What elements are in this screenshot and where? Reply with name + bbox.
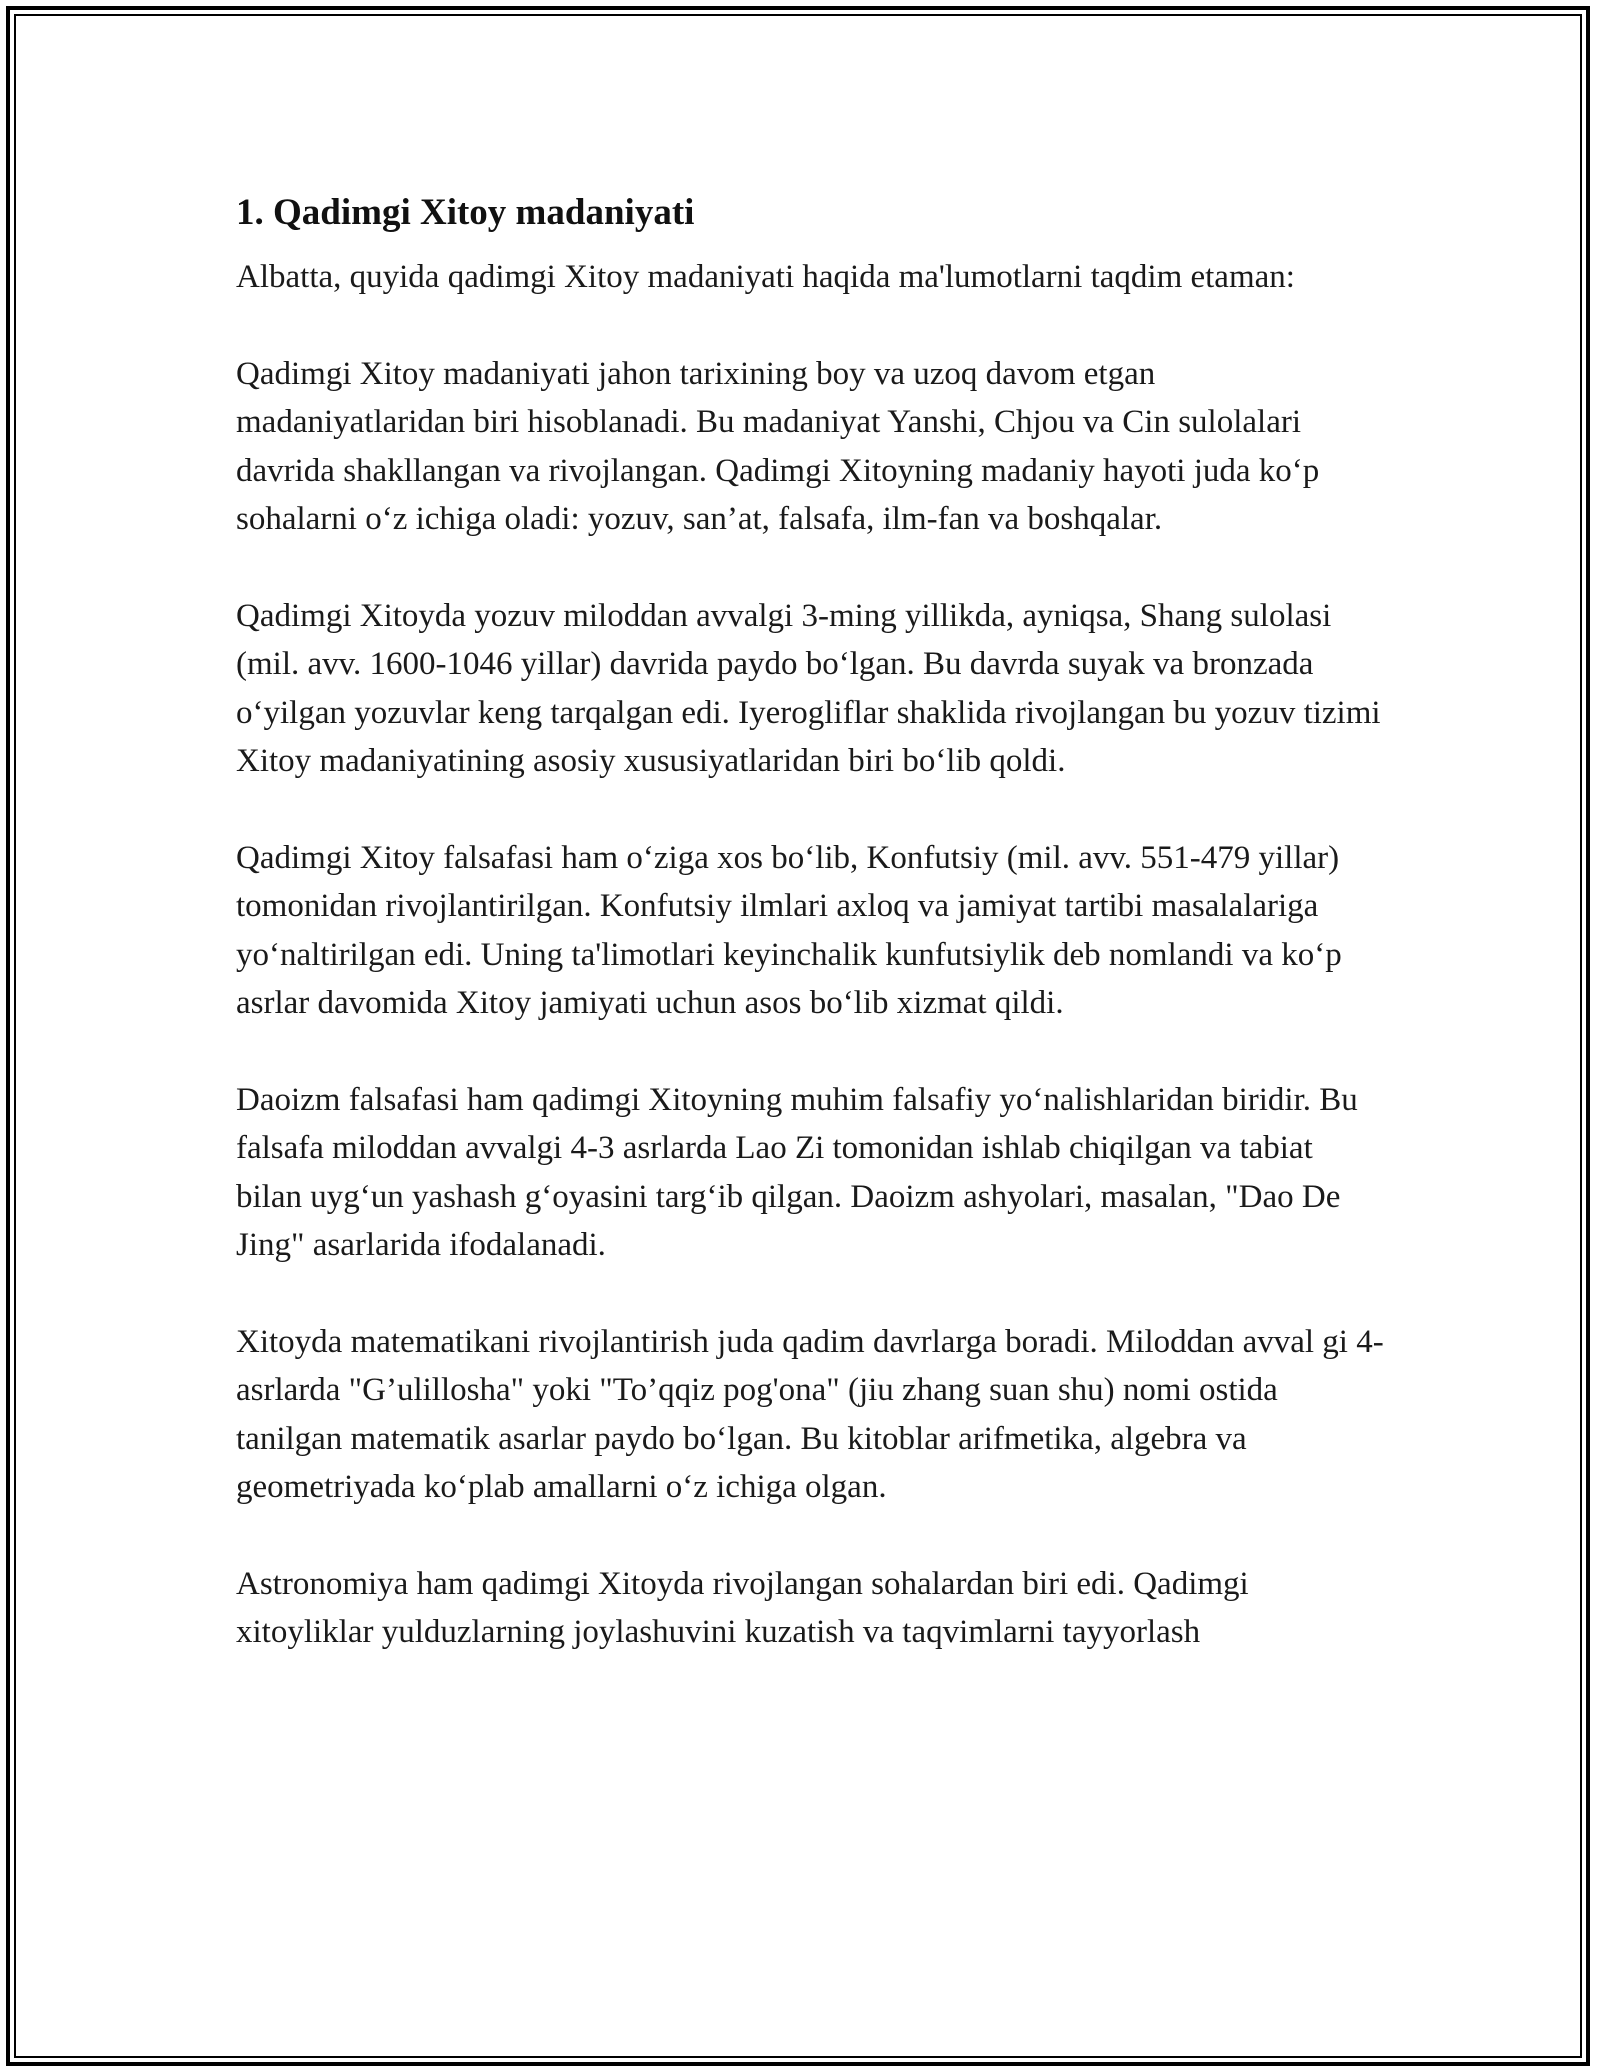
paragraph-astronomy: Astronomiya ham qadimgi Xitoyda rivojlangan sohalardan biri edi. Qadimgi xitoyliklar yulduzlarning joylashuvini kuzatish va taqvimlarni tayyorlash	[236, 1565, 1249, 1651]
paragraph-overview: Qadimgi Xitoy madaniyati jahon tarixining boy va uzoq davom etgan madaniyatlaridan biri hisoblanadi. Bu madaniyat Yanshi, Chjou va Cin sulolalari davrida shakllangan va rivojlangan. Qadimgi Xitoyning madaniy hayoti juda ko‘p sohalarni o‘z ichiga oladi: yozuv, san’at, falsafa, ilm-fan va boshqalar.	[236, 355, 1320, 538]
paragraph-intro: Albatta, quyida qadimgi Xitoy madaniyati haqida ma'lumotlarni taqdim etaman:	[236, 259, 1295, 295]
paragraph-mathematics: Xitoyda matematikani rivojlantirish juda qadim davrlarga boradi. Miloddan avval gi 4-asrlarda "G’ulillosha" yoki "To’qqiz pog'ona" (jiu zhang suan shu) nomi ostida tanilgan matematik asarlar paydo bo‘lgan. Bu kitoblar arifmetika, algebra va geometriyada ko‘plab amallarni o‘z ichiga olgan.	[236, 1323, 1384, 1506]
document-body	[236, 185, 1386, 1705]
paragraph-daoism: Daoizm falsafasi ham qadimgi Xitoyning muhim falsafiy yo‘nalishlaridan biridir. Bu falsafa miloddan avvalgi 4-3 asrlarda Lao Zi tomonidan ishlab chiqilgan va tabiat bilan uyg‘un yashash g‘oyasini targ‘ib qilgan. Daoizm ashyolari, masalan, "Dao De Jing" asarlarida ifodalanadi.	[236, 1081, 1358, 1264]
document-title: 1. Qadimgi Xitoy madaniyati	[236, 192, 695, 233]
paragraph-confucianism: Qadimgi Xitoy falsafasi ham o‘ziga xos bo‘lib, Konfutsiy (mil. avv. 551-479 yillar) tomonidan rivojlantirilgan. Konfutsiy ilmlari axloq va jamiyat tartibi masalalariga yo‘naltirilgan edi. Uning ta'limotlari keyinchalik kunfutsiylik deb nomlandi va ko‘p asrlar davomida Xitoy jamiyati uchun asos bo‘lib xizmat qildi.	[236, 839, 1342, 1022]
paragraph-writing: Qadimgi Xitoyda yozuv miloddan avvalgi 3-ming yillikda, ayniqsa, Shang sulolasi (mil. avv. 1600-1046 yillar) davrida paydo bo‘lgan. Bu davrda suyak va bronzada o‘yilgan yozuvlar keng tarqalgan edi. Iyerogliflar shaklida rivojlangan bu yozuv tizimi Xitoy madaniyatining asosiy xususiyatlaridan biri bo‘lib qoldi.	[236, 597, 1381, 780]
